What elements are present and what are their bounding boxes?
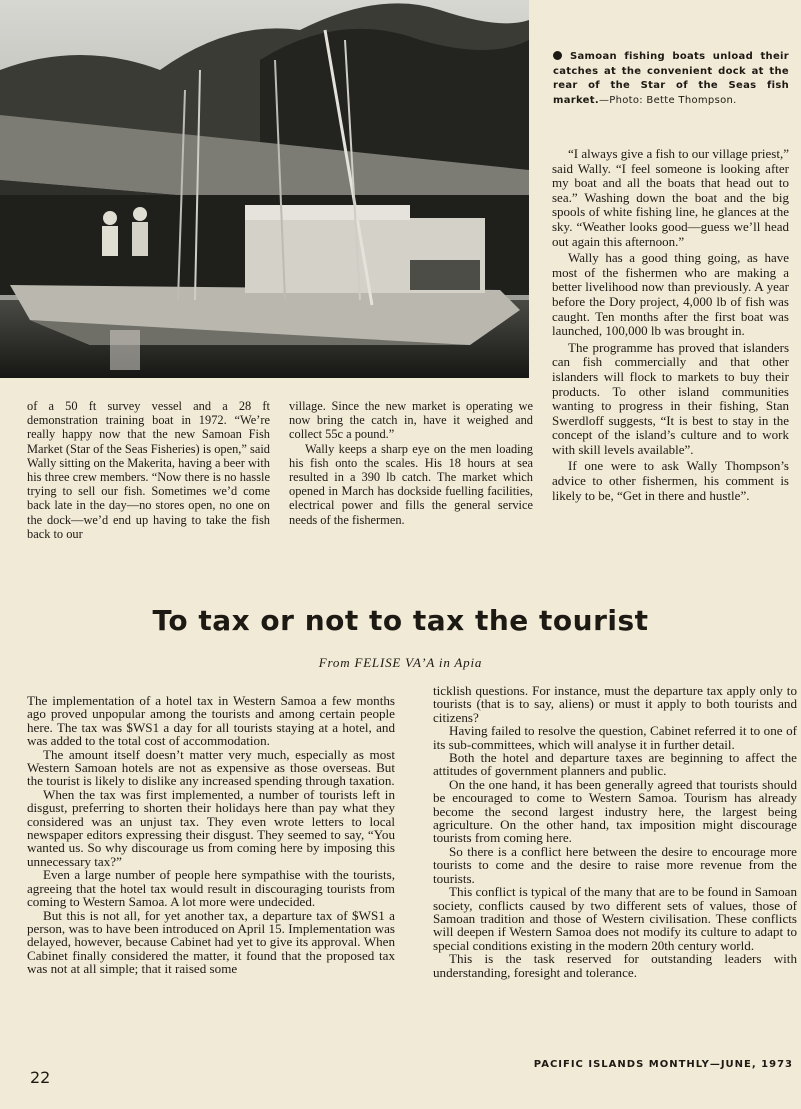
fishing-boat-photo: [0, 0, 529, 378]
paragraph: On the one hand, it has been generally agreed that tourists should be encouraged to come to Western Samoa. Tourism has already become the second largest industry here, the largest being agriculture. On the other hand, tax imposition might discourage tourists from coming here.: [433, 776, 797, 846]
caption-text: Samoan fishing boats unload their catches at the convenient dock at the rear of the Star of the Seas fish market.: [553, 51, 789, 106]
paragraph: ticklish questions. For instance, must the departure tax apply only to tourists (that is to say, aliens) or must it apply to both tourists and citizens?: [433, 683, 797, 725]
story1-column-2: [289, 399, 533, 527]
story1-column-3: [552, 147, 789, 503]
article-byline: From FELISE VA’A in Apia: [318, 655, 483, 670]
paragraph: When the tax was first implemented, a number of tourists left in disgust, preferring to shorten their holidays here than pay what they considered was an unjust tax. They even wrote letters to local newspaper editors expressing their disgust. They seemed to say, “You wanted us. So why discourage us from coming here by imposing this unnecessary tax?”: [27, 786, 395, 869]
paragraph: Having failed to resolve the question, Cabinet referred it to one of its sub-committees, which will analyse it in further detail.: [433, 723, 797, 752]
paragraph: But this is not all, for yet another tax, a departure tax of $WS1 a person, was to have been introduced on April 15. Implementation was delayed, however, because Cabinet had yet to give its approval. When Cabinet finally considered the matter, it found that the proposed tax was not at all simple; that it raised some: [27, 907, 395, 977]
paragraph: village. Since the new market is operating we now bring the catch in, have it weighed and collect 55c a pound.”: [289, 399, 533, 442]
paragraph: Wally has a good thing going, as have most of the fishermen who are making a better livelihood now than previously. A year before the Dory project, 4,000 lb of fish was caught. Ten months after the first boat was launched, 100,000 lb was brought in.: [552, 250, 789, 339]
bullet-icon: [553, 51, 562, 60]
photo-credit: —Photo: Bette Thompson.: [598, 94, 737, 106]
story2-column-1: [27, 694, 395, 976]
paragraph: The implementation of a hotel tax in Western Samoa a few months ago proved unpopular among the tourists and among certain people here. The tax was $WS1 a day for all tourists staying at a hotel, and was added to the total cost of accommodation.: [27, 693, 395, 749]
paragraph: The programme has proved that islanders can fish commercially and that other islanders will flock to markets to buy their products. To other island communities wanting to progress in their fishing, Stan Swerdloff suggests, “It is best to stay in the concept of the island’s culture and to work with skill levels available”.: [552, 339, 789, 457]
paragraph: The amount itself doesn’t matter very much, especially as most Western Samoan hotels are not as expensive as those overseas. But the tourist is likely to dislike any increased spending through taxation.: [27, 746, 395, 789]
paragraph: If one were to ask Wally Thompson’s advice to other fishermen, his comment is likely to be, “Get in there and hustle”.: [552, 458, 789, 503]
paragraph: This conflict is typical of the many that are to be found in Samoan society, conflicts caused by two different sets of values, those of Samoan tradition and those of Western civilisation. These conflicts will deepen if Western Samoa does not modify its culture to adapt to special conditions existing in the modern 20th century world.: [433, 884, 797, 953]
paragraph: So there is a conflict here between the desire to encourage more tourists to come and the desire to raise more revenue from the tourists.: [433, 843, 797, 886]
paragraph: Even a large number of people here sympathise with the tourists, agreeing that the hotel tax would result in discouraging tourists from coming to Western Samoa. A lot more were undecided.: [27, 867, 395, 910]
article-headline: To tax or not to tax the tourist: [152, 604, 649, 637]
page-number: 22: [30, 1068, 51, 1087]
story2-column-2: [433, 684, 797, 979]
paragraph: Both the hotel and departure taxes are beginning to affect the attitudes of government planners and public.: [433, 750, 797, 779]
paragraph: This is the task reserved for outstanding leaders with understanding, foresight and tolerance.: [433, 951, 797, 980]
paragraph: “I always give a fish to our village priest,” said Wally. “I feel someone is looking after my boat and all the boats that head out to sea.” Washing down the boat and the big spools of white fishing line, he glances at the sky. “Weather looks good—guess we’ll head out again this afternoon.”: [552, 146, 789, 249]
paragraph: of a 50 ft survey vessel and a 28 ft demonstration training boat in 1972. “We’re really happy now that the new Samoan Fish Market (Star of the Seas Fisheries) is open,” said Wally sitting on the Makerita, having a beer with his three crew members. “Now there is no hassle trying to sell our fish. Sometimes we’d come back late in the day—no stores open, no one on the dock—we’d end up having to take the fish back to our: [27, 399, 270, 541]
story1-column-1: [27, 399, 270, 541]
running-footer: PACIFIC ISLANDS MONTHLY—JUNE, 1973: [533, 1059, 793, 1070]
photo-caption: [553, 50, 789, 108]
paragraph: Wally keeps a sharp eye on the men loading his fish onto the scales. His 18 hours at sea resulted in a 390 lb catch. The market which opened in March has dockside fuelling facilities, electrical power and fills the general service needs of the fishermen.: [289, 441, 533, 527]
photo-illustration: [0, 0, 529, 378]
